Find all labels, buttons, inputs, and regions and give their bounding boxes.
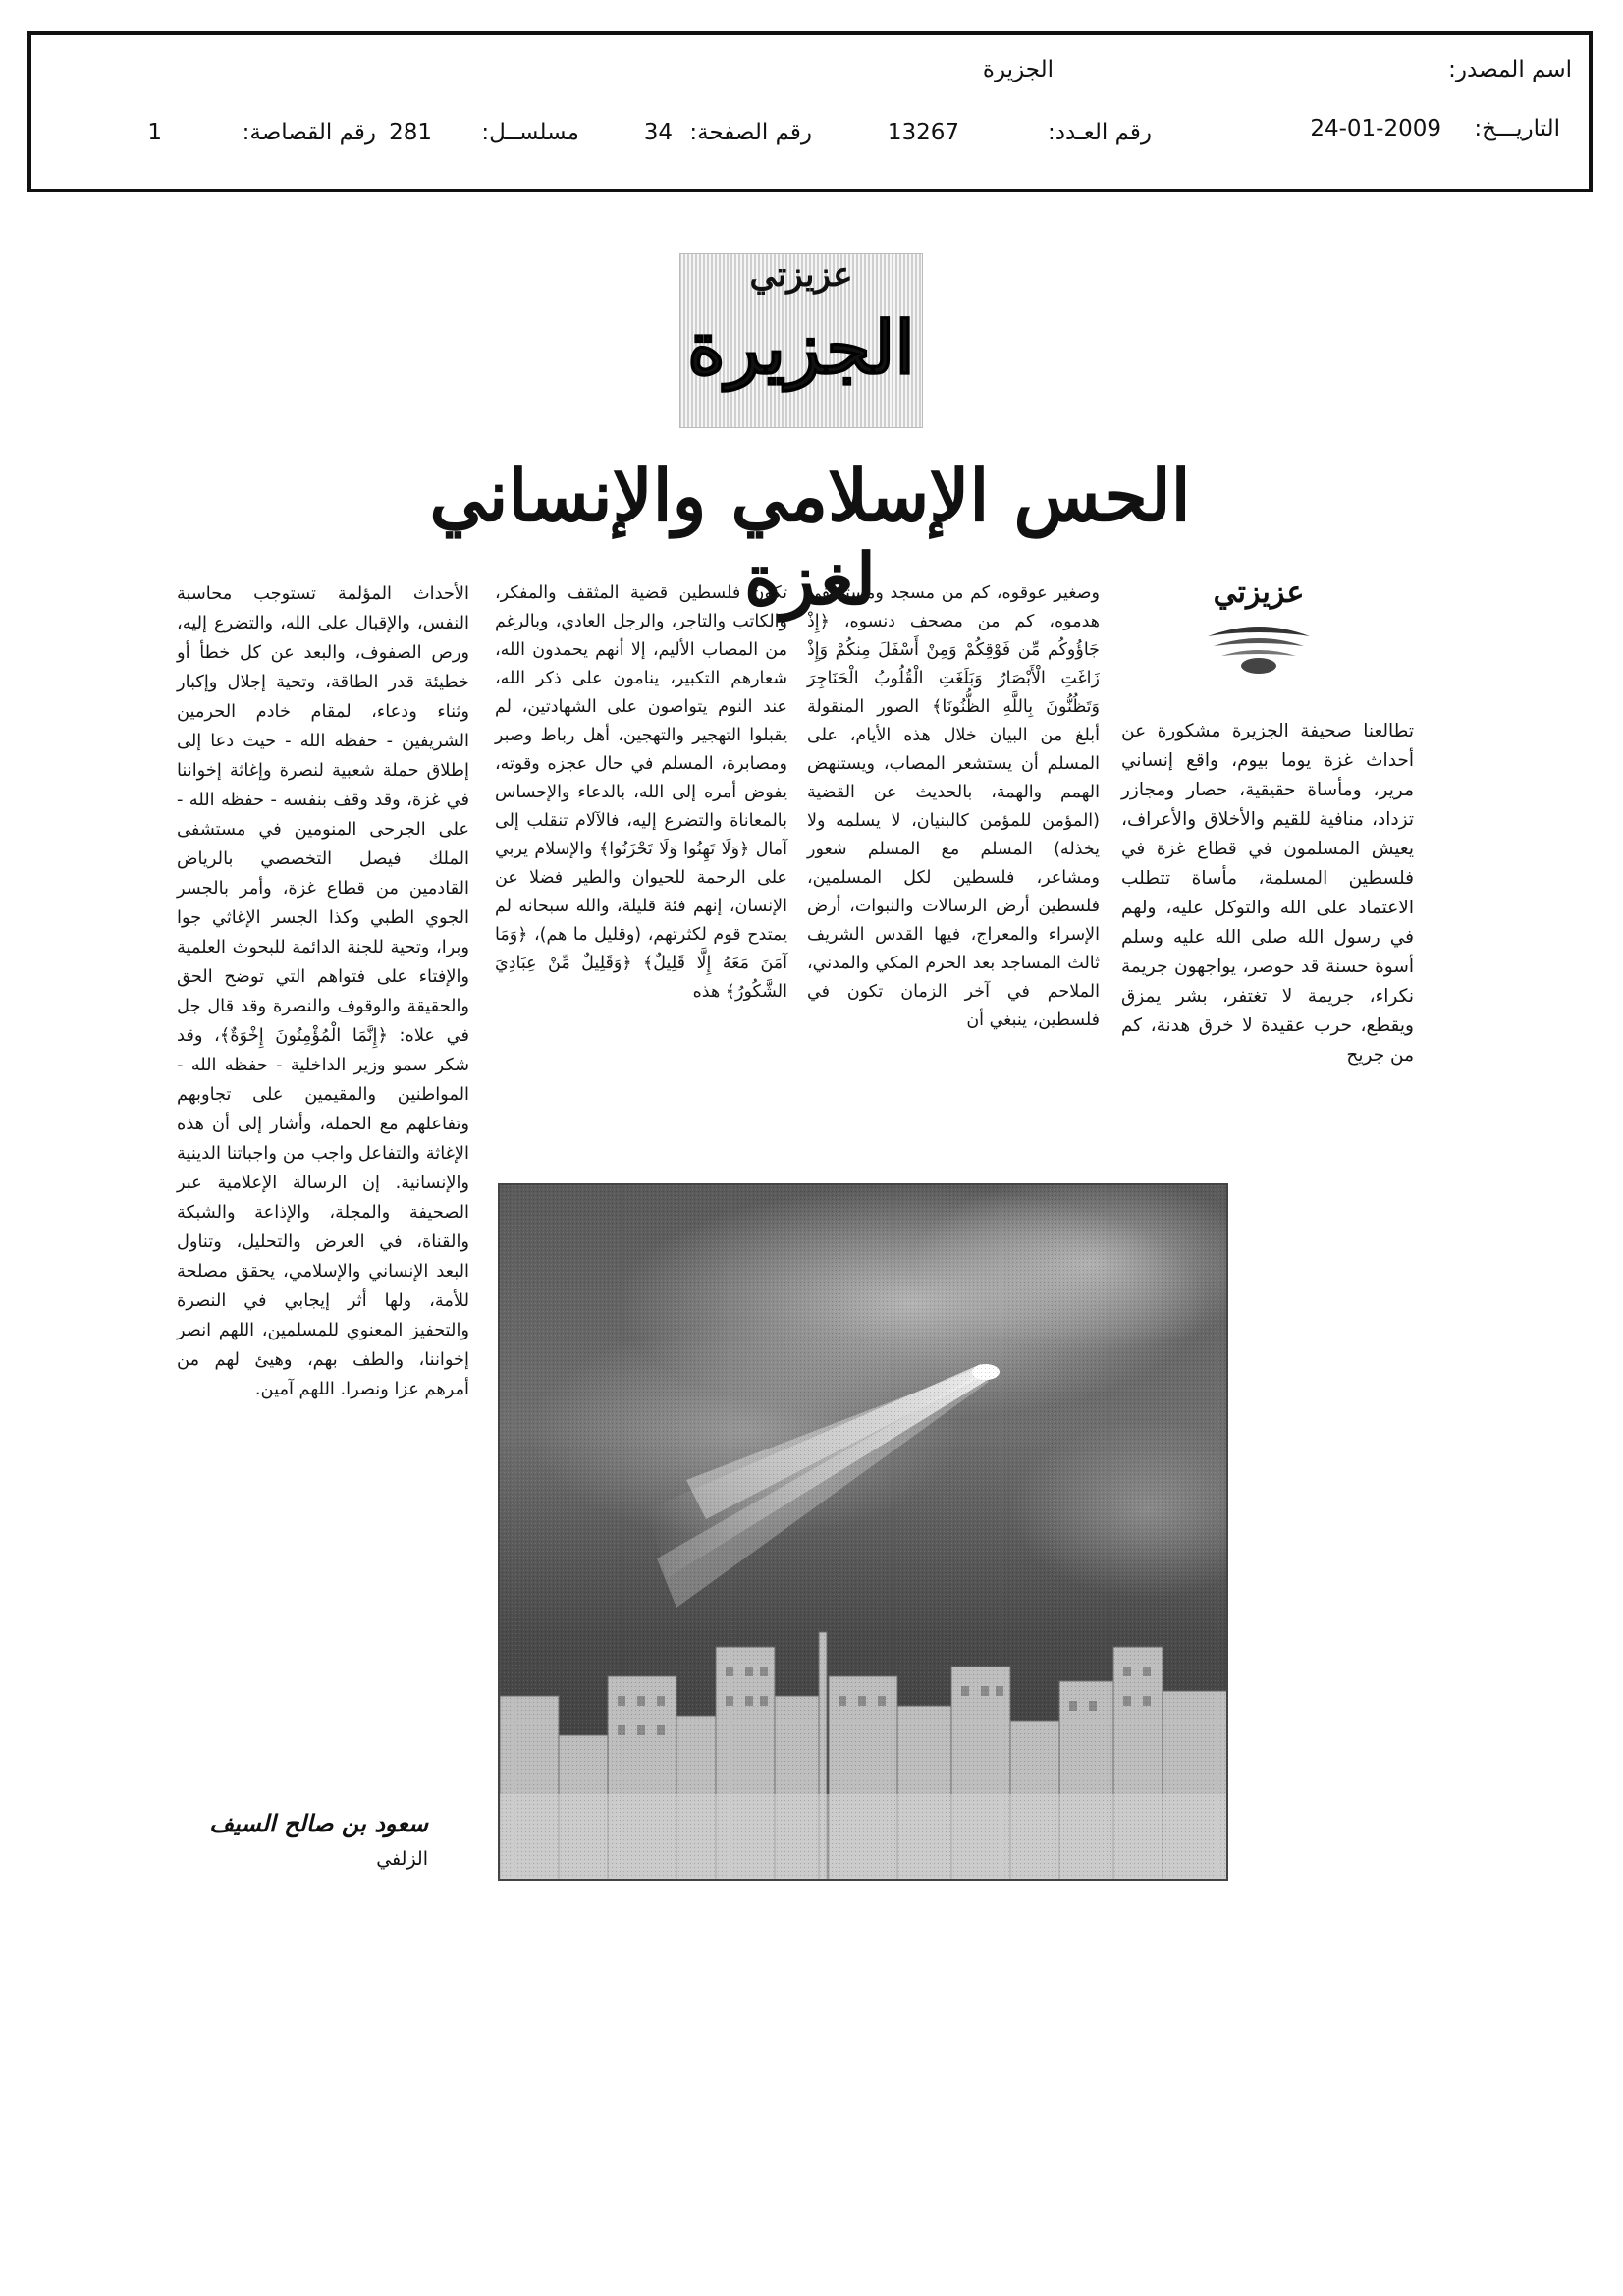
source-label: اسم المصدر: <box>1448 57 1572 82</box>
article-title: الحس الإسلامي والإنساني لغزة <box>429 454 1191 621</box>
clip-label: رقم القصاصة: <box>242 120 376 145</box>
author-name: سعود بن صالح السيف <box>209 1809 428 1837</box>
date-value: 24-01-2009 <box>1310 116 1441 141</box>
logo-small-text: عزيزتي <box>749 255 853 295</box>
article-column-3 <box>495 579 787 1169</box>
serial-value: 281 <box>389 120 432 145</box>
column-4-text: الأحداث المؤلمة تستوجب محاسبة النفس، والإقبال على الله، والتضرع إليه، ورص الصفوف، والبعد عن كل خطأ أو خطيئة قدر الطاقة، وتحية إجلال وإكبار وثناء ودعاء، لمقام خادم الحرمين الشريفين - حفظه الله - حيث دعا إلى إطلاق حملة شعبية لنصرة وإغاثة إخواننا في غزة، وقد وقف بنفسه - حفظه الله - على الجرحى المنومين في مستشفى الملك فيصل التخصصي بالرياض القادمين من قطاع غزة، وأمر بالجسر الجوي الطبي وكذا الجسر الإغاثي جوا وبرا، وتحية للجنة الدائمة للبحوث العلمية والإفتاء على فتواهم التي توضح الحق والحقيقة والوقوف والنصرة وقد قال جل في علاه: ﴿إِنَّمَا الْمُؤْمِنُونَ إِخْوَةٌ﴾، وقد شكر سمو وزير الداخلية - حفظه الله - المواطنين والمقيمين على تجاوبهم وتفاعلهم مع الحملة، وأشار إلى أن هذه الإغاثة والتفاعل واجب من واجباتنا الدينية والإنسانية. إن الرسالة الإعلامية عبر الصحيفة والمجلة، والإذاعة والشبكة والقناة، في العرض والتحليل، وتناول البعد الإنساني والإسلامي، يحقق مصلحة للأمة، ولها أثر إيجابي في النصرة والتحفيز المعنوي للمسلمين، اللهم انصر إخواننا، والطف بهم، وهيئ لهم من أمرهم عزا ونصرا. اللهم آمين. <box>177 583 469 1399</box>
issue-value: 13267 <box>887 120 959 145</box>
gaza-skyline-photo <box>500 1185 1228 1881</box>
source-value: الجزيرة <box>982 57 1054 82</box>
page-value: 34 <box>643 120 673 145</box>
column-brand-mark <box>1200 575 1318 683</box>
column-3-text: تكون فلسطين قضية المثقف والمفكر، والكاتب والتاجر، والرجل العادي، وبالرغم من المصاب الأليم، إلا أنهم يحمدون الله، شعارهم التكبير، ينامون على ذكر الله، عند النوم يتواصون على الشهادتين، لم يقبلوا التهجير والتهجين، أهل رباط وصبر ومصابرة، المسلم في حال عجزه وقوته، يفوض أمره إلى الله، بالدعاء والإحساس بالمعاناة والتضرع إليه، فالآلام تنقلب إلى آمال ﴿وَلَا تَهِنُوا وَلَا تَحْزَنُوا﴾ والإسلام يربي على الرحمة للحيوان والطير فضلا عن الإنسان، إنهم فئة قليلة، والله سبحانه لم يمتدح قوم لكثرتهم، (وقليل ما هم)، ﴿وَمَا آمَنَ مَعَهُ إِلَّا قَلِيلٌ﴾ ﴿وَقَلِيلٌ مِّنْ عِبَادِيَ الشَّكُورُ﴾ هذه <box>495 583 787 1002</box>
serial-label: مسلســل: <box>481 120 579 145</box>
article-column-2 <box>807 579 1100 1169</box>
column-1-text: تطالعنا صحيفة الجزيرة مشكورة عن أحداث غزة يوما بيوم، واقع إنساني مرير، ومأساة حقيقية، حصار ومجازر تزداد، منافية للقيم والأخلاق والأعراف، يعيش المسلمون في قطاع غزة في فلسطين المسلمة، مأساة تتطلب الاعتماد على الله والتوكل عليه، ولهم في رسول الله صلى الله عليه وسلم أسوة حسنة قد حوصر، يواجهون جريمة نكراء، جريمة لا تغتفر، بشر يمزق ويقطع، حرب عقيدة لا خرق هدنة، كم من جريح <box>1121 721 1414 1066</box>
author-city: الزلفي <box>376 1848 428 1870</box>
clipping-header-box <box>27 31 1593 192</box>
logo-big-text: الجزيرة <box>687 306 915 391</box>
clip-value: 1 <box>147 120 162 145</box>
wing-emblem-icon <box>1200 575 1318 683</box>
article-column-4 <box>177 579 469 1797</box>
brand-mark-text: عزيزتي <box>1213 575 1305 610</box>
page-label: رقم الصفحة: <box>689 120 812 145</box>
date-label: التاريـــخ: <box>1474 116 1560 141</box>
issue-label: رقم العـدد: <box>1047 120 1152 145</box>
article-photo <box>498 1183 1228 1881</box>
column-2-text: وصغير عوقوه، كم من مسجد ومستشفى هدموه، كم من مصحف دنسوه، ﴿إِذْ جَاؤُوكُم مِّن فَوْقِكُمْ وَمِنْ أَسْفَلَ مِنكُمْ وَإِذْ زَاغَتِ الْأَبْصَارُ وَبَلَغَتِ الْقُلُوبُ الْحَنَاجِرَ وَتَظُنُّونَ بِاللَّهِ الظُّنُونَا﴾ الصور المنقولة أبلغ من البيان خلال هذه الأيام، على المسلم أن يستشعر المصاب، ويستنهض الهمم والهمة، بالحديث عن القضية (المؤمن للمؤمن كالبنيان، لا يسلمه ولا يخذله) المسلم مع المسلم شعور ومشاعر، فلسطين لكل المسلمين، فلسطين أرض الرسالات والنبوات، أرض الإسراء والمعراج، فيها القدس الشريف ثالث المساجد بعد الحرم المكي والمدني، الملاحم في آخر الزمان تكون في فلسطين، ينبغي أن <box>807 583 1100 1030</box>
